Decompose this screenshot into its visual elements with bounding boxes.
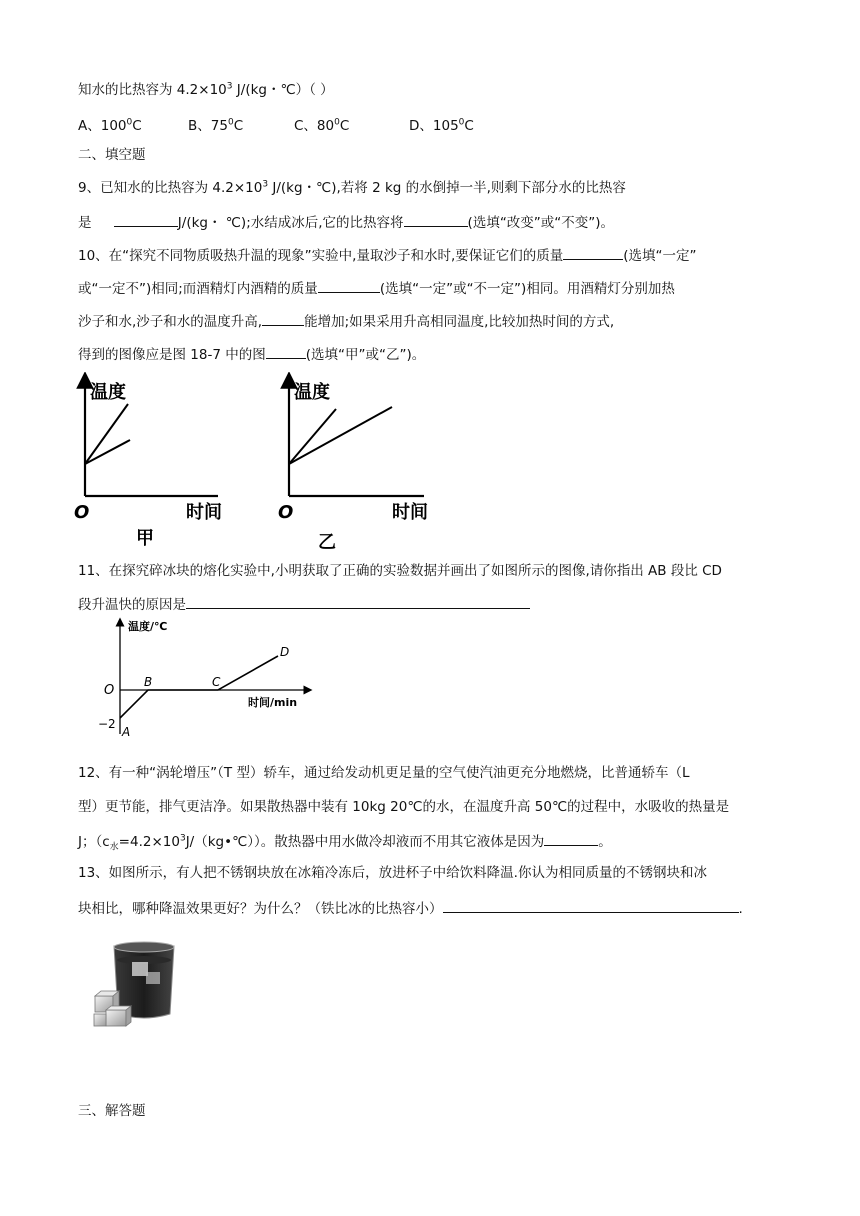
q9-line-1: 9、已知水的比热容为 $4.2\times 10^3$ J/(kg・℃),若将 2 kg 的水倒掉一半,则剩下部分水的比热容	[78, 179, 626, 196]
q10-line-3: 沙子和水,沙子和水的温度升高, 能增加;如果采用升高相同温度,比较加热时间的方式,	[78, 311, 614, 331]
q12-line-2: 型）更节能，排气更洁净。如果散热器中装有 10kg 20℃的水，在温度升高 50℃的过程中，水吸收的热量是	[78, 799, 730, 815]
q11-line-2: 段升温快的原因是	[78, 594, 530, 614]
melt-origin: O	[104, 683, 115, 698]
q11-line-1: 11、在探究碎冰块的熔化实验中,小明获取了正确的实验数据并画出了如图所示的图像,请你指出 AB 段比 CD	[78, 563, 722, 579]
yi-shallow-line	[289, 407, 392, 464]
q12-line-1: 12、有一种“涡轮增压”（T 型）轿车，通过给发动机更足量的空气使汽油更充分地燃烧，比普通轿车（L	[78, 765, 690, 781]
q11-blank[interactable]	[186, 594, 530, 609]
melt-point-b: B	[144, 675, 153, 689]
q10-line-1: 10、在“探究不同物质吸热升温的现象”实验中,量取沙子和水时,要保证它们的质量 (选填“一定”	[78, 245, 697, 265]
melt-point-d: D	[280, 645, 290, 659]
q12-line-3: J；$(c_水=4.2\times 10^3J/(kg•℃))$。散热器中用水做冷却液而不用其它液体是因为 。	[78, 831, 612, 851]
q13-blank[interactable]	[443, 898, 739, 913]
jia-x-label: 时间	[186, 502, 222, 523]
q8-option-b: B、$75^0C$	[188, 117, 244, 134]
jia-caption: 甲	[136, 528, 154, 549]
q9-line-2: 是 J/(kg・ ℃);水结成冰后,它的比热容将 (选填“改变”或“不变”)。	[78, 212, 614, 232]
q10-blank-1[interactable]	[563, 245, 623, 260]
yi-steep-line	[289, 409, 336, 464]
q10-line-4: 得到的图像应是图 18-7 中的图 (选填“甲”或“乙”)。	[78, 344, 425, 364]
melt-y-label: 温度/℃	[128, 620, 168, 633]
q10-blank-2[interactable]	[318, 278, 380, 293]
q13-line-1: 13、如图所示，有人把不锈钢块放在冰箱冷冻后，放进杯子中给饮料降温.你认为相同质量的不锈钢块和冰	[78, 865, 707, 881]
figure-jia	[70, 372, 235, 550]
q8-stem: 知水的比热容为 $4.2\times 10^3$ J/(kg・℃）（ ）	[78, 81, 334, 98]
figure-yi	[274, 372, 439, 550]
q8-option-c: C、$80^0C$	[294, 117, 350, 134]
q8-option-d: D、$105^0C$	[409, 117, 474, 134]
jia-y-label: 温度	[90, 382, 126, 403]
melt-x-label: 时间/min	[248, 696, 298, 709]
jia-origin: O	[74, 502, 90, 523]
q9-blank-1[interactable]	[114, 212, 178, 227]
jia-shallow-line	[85, 440, 130, 464]
melt-point-a: A	[122, 725, 131, 739]
q13-line-2: 块相比，哪种降温效果更好？为什么？（铁比冰的比热容小） .	[78, 898, 743, 918]
jia-steep-line	[85, 404, 128, 464]
figure-melting-graph	[98, 616, 328, 740]
yi-origin: O	[278, 502, 294, 523]
q8-option-a: A、$100^0C$	[78, 117, 142, 134]
q10-blank-3[interactable]	[262, 311, 304, 326]
yi-caption: 乙	[318, 532, 336, 550]
q10-line-2: 或“一定不”)相同;而酒精灯内酒精的质量 (选填“一定”或“不一定”)相同。用酒精灯分别加热	[78, 278, 675, 298]
q12-blank[interactable]	[544, 831, 598, 846]
q10-blank-4[interactable]	[266, 344, 306, 359]
section-heading-solve: 三、解答题	[78, 1103, 146, 1119]
melt-point-c: C	[212, 675, 221, 689]
glass-with-steel-cubes-image	[92, 938, 188, 1030]
melt-tick-minus-2: −2	[98, 717, 116, 731]
section-heading-fill-in: 二、填空题	[78, 147, 146, 163]
yi-x-label: 时间	[392, 502, 428, 523]
yi-y-label: 温度	[294, 382, 330, 403]
q9-blank-2[interactable]	[404, 212, 468, 227]
